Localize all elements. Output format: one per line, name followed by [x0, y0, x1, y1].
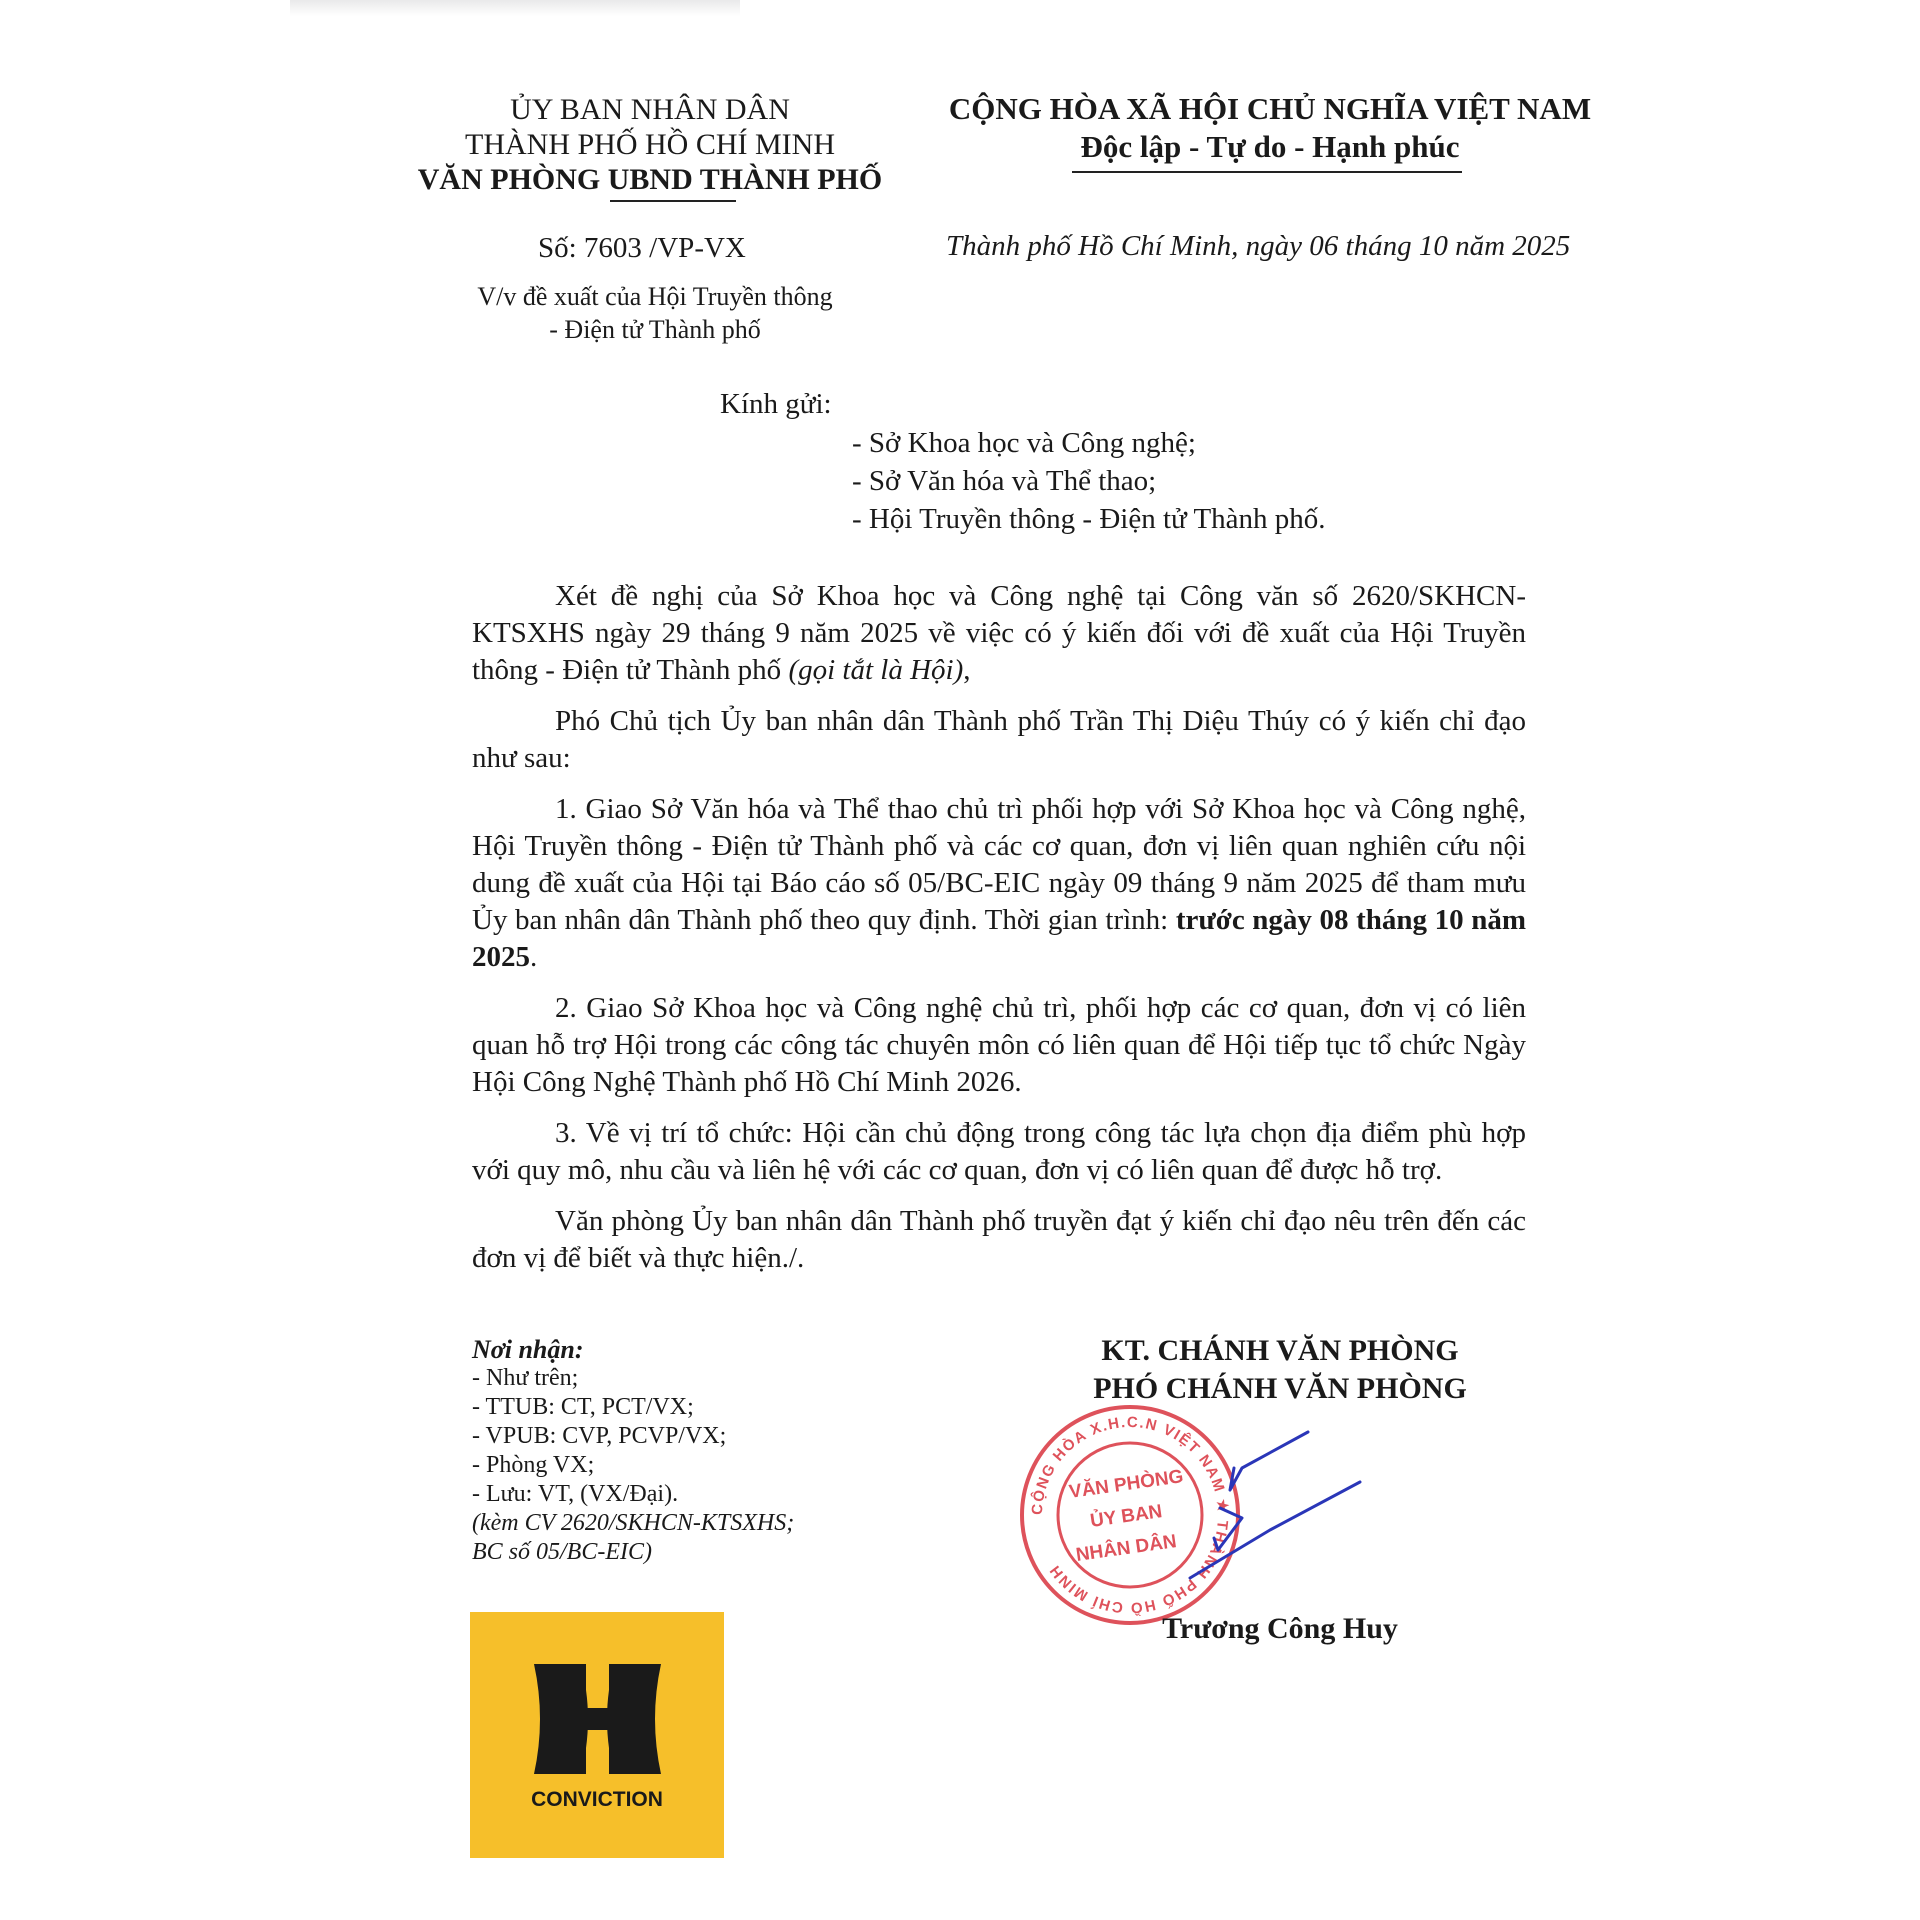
body-paragraph-6: Văn phòng Ủy ban nhân dân Thành phố truyền đạt ý kiến chỉ đạo nêu trên đến các đơn vị để biết và thực hiện./. [472, 1205, 1526, 1274]
body-paragraph-5: 3. Về vị trí tổ chức: Hội cần chủ động trong công tác lựa chọn địa điểm phù hợp với quy mô, nhu cầu và liên hệ với các cơ quan, đơn vị có liên quan để được hỗ trợ. [472, 1117, 1526, 1186]
distribution-item: - Phòng VX; [472, 1452, 595, 1478]
recipient-item: - Sở Văn hóa và Thể thao; [852, 465, 1157, 497]
signature-title [1030, 1332, 1530, 1408]
p1-text: Xét đề nghị của Sở Khoa học và Công nghệ tại Công văn số 2620/SKHCN-KTSXHS ngày 29 tháng 9 năm 2025 về việc có ý kiến đối với đề xuất của Hội Truyền thông - Điện tử Thành phố [472, 580, 1526, 686]
distribution-item: - Lưu: VT, (VX/Đại). [472, 1481, 679, 1507]
p1-end: , [963, 654, 971, 686]
distribution-item: - VPUB: CVP, PCVP/VX; [472, 1423, 727, 1449]
document-number: Số: 7603 /VP-VX [538, 232, 746, 264]
distribution-list [472, 1335, 794, 1567]
signature-title-line-2: PHÓ CHÁNH VĂN PHÒNG [1093, 1372, 1467, 1405]
p3-deadline: trước ngày 08 tháng 10 năm 2025 [472, 904, 1526, 973]
stamp-center-line-1: VĂN PHÒNG [1067, 1466, 1185, 1503]
top-edge-shadow [290, 0, 740, 16]
document-body [472, 578, 1526, 1291]
logo-label: CONVICTION [531, 1788, 663, 1811]
national-motto [920, 90, 1620, 166]
body-paragraph-2: Phó Chủ tịch Ủy ban nhân dân Thành phố Trần Thị Diệu Thúy có ý kiến chỉ đạo như sau: [472, 705, 1526, 774]
p1-italic: (gọi tắt là Hội) [788, 654, 964, 686]
recipient-item: - Hội Truyền thông - Điện tử Thành phố. [852, 503, 1326, 535]
document-date: Thành phố Hồ Chí Minh, ngày 06 tháng 10 năm 2025 [946, 230, 1571, 262]
authority-line-3: VĂN PHÒNG UBND THÀNH PHỐ [417, 163, 883, 196]
handwritten-signature [1170, 1420, 1370, 1610]
issuing-authority [400, 92, 900, 197]
authority-line-2: THÀNH PHỐ HỒ CHÍ MINH [465, 128, 835, 161]
authority-underline [610, 200, 736, 202]
motto-underline [1072, 171, 1462, 173]
distribution-item: - Như trên; [472, 1365, 579, 1391]
recipient-item: - Sở Khoa học và Công nghệ; [852, 427, 1196, 459]
stamp-ring-text: CỘNG HÒA X.H.C.N VIỆT NAM ★ THÀNH PHỐ HỒ CHÍ MINH [1028, 1413, 1232, 1617]
motto-line-2: Độc lập - Tự do - Hạnh phúc [1080, 129, 1460, 164]
distribution-title: Nơi nhận: [472, 1335, 584, 1364]
distribution-item: - TTUB: CT, PCT/VX; [472, 1394, 694, 1420]
subject-line-2: - Điện tử Thành phố [549, 315, 761, 344]
p3-end: . [530, 941, 538, 973]
attachment-note-1: (kèm CV 2620/SKHCN-KTSXHS; [472, 1510, 795, 1536]
stamp-center-line-3: NHÂN DÂN [1074, 1531, 1178, 1567]
attachment-note-2: BC số 05/BC-EIC) [472, 1539, 652, 1565]
conviction-logo-mark [530, 1660, 665, 1778]
recipient-list [852, 424, 1326, 538]
body-paragraph-4: 2. Giao Sở Khoa học và Công nghệ chủ trì, phối hợp các cơ quan, đơn vị có liên quan hỗ trợ Hội trong các công tác chuyên môn có liên quan để Hội tiếp tục tổ chức Ngày Hội Công Nghệ Thành phố Hồ Chí Minh 2026. [472, 992, 1526, 1098]
authority-line-1: ỦY BAN NHÂN DÂN [510, 93, 790, 126]
subject-line-1: V/v đề xuất của Hội Truyền thông [477, 282, 833, 311]
signature-title-line-1: KT. CHÁNH VĂN PHÒNG [1101, 1334, 1459, 1367]
signer-name: Trương Công Huy [1162, 1612, 1398, 1645]
stamp-center-line-2: ỦY BAN [1088, 1501, 1164, 1532]
body-paragraph-3 [472, 791, 1526, 976]
p3-text: 1. Giao Sở Văn hóa và Thể thao chủ trì phối hợp với Sở Khoa học và Công nghệ, Hội Truyền thông - Điện tử Thành phố và các cơ quan, đơn vị liên quan nghiên cứu nội dung đề xuất của Hội tại Báo cáo số 05/BC-EIC ngày 09 tháng 9 năm 2025 để tham mưu Ủy ban nhân dân Thành phố theo quy định. Thời gian trình: [472, 793, 1526, 936]
body-paragraph-1 [472, 578, 1526, 689]
motto-line-1: CỘNG HÒA XÃ HỘI CHỦ NGHĨA VIỆT NAM [948, 91, 1592, 126]
document-subject [430, 280, 880, 346]
salutation: Kính gửi: [720, 388, 832, 420]
